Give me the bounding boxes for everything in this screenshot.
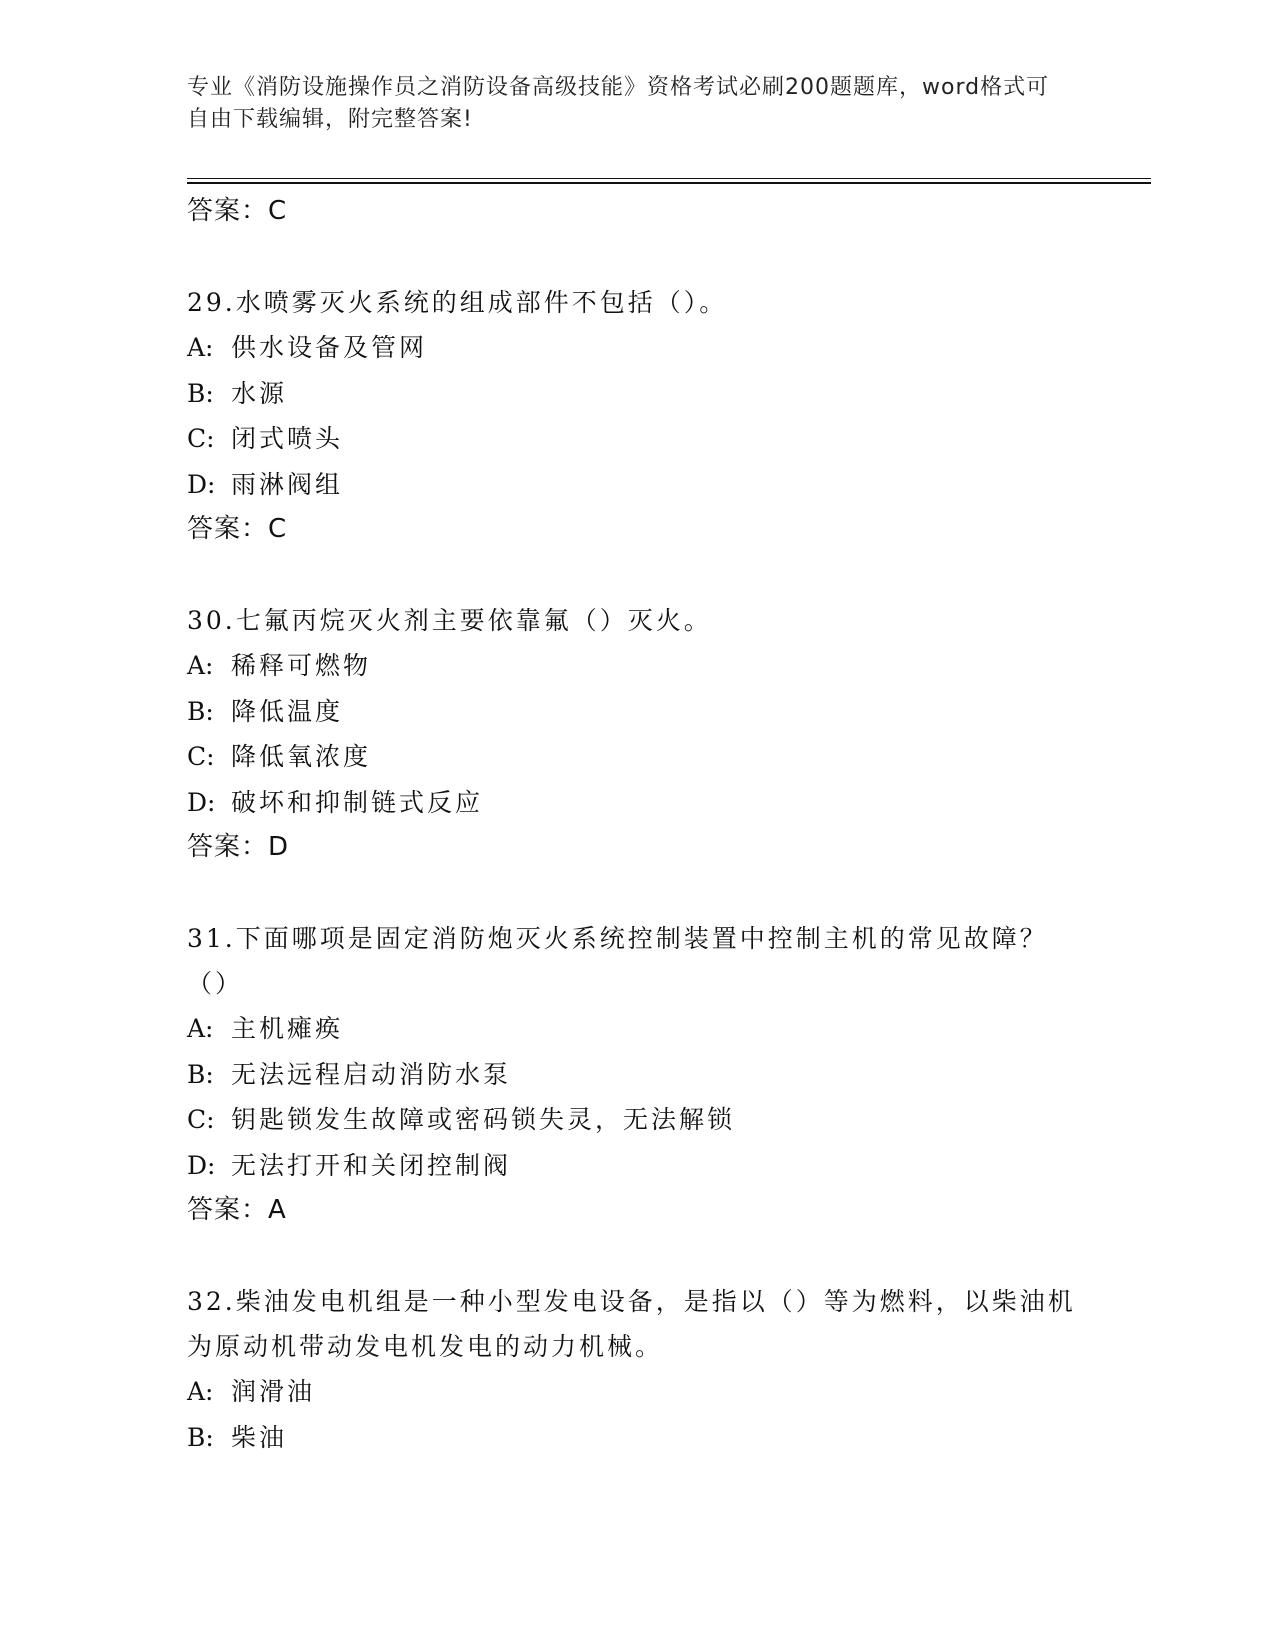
option-text: 供水设备及管网 <box>231 333 428 362</box>
question-stem: 32.柴油发电机组是一种小型发电设备，是指以（）等为燃料，以柴油机为原动机带动发电机发电的动力机械。 <box>187 1287 1076 1361</box>
option-c <box>187 734 1087 780</box>
option-letter: A: <box>187 333 214 362</box>
option-a <box>187 1369 1087 1415</box>
option-letter: C: <box>187 742 215 771</box>
option-letter: B: <box>187 1422 214 1452</box>
question-31 <box>187 916 1087 1233</box>
option-d <box>187 780 1087 826</box>
option-a <box>187 1006 1087 1052</box>
question-stem: 30.七氟丙烷灭火剂主要依靠氟（）灭火。 <box>187 606 712 635</box>
option-c <box>187 416 1087 462</box>
answer-label: 答案：D <box>187 832 290 862</box>
option-text: 钥匙锁发生故障或密码锁失灵，无法解锁 <box>231 1105 736 1134</box>
option-text: 降低氧浓度 <box>231 742 372 771</box>
option-d <box>187 462 1087 508</box>
question-list <box>187 189 1087 1460</box>
option-text: 无法打开和关闭控制阀 <box>231 1150 512 1180</box>
question-stem: 31.下面哪项是固定消防炮灭火系统控制装置中控制主机的常见故障？（） <box>187 924 1048 998</box>
option-letter: D: <box>187 787 216 817</box>
option-text: 主机瘫痪 <box>231 1014 344 1043</box>
option-text: 雨淋阀组 <box>231 469 344 499</box>
option-letter: C: <box>187 424 215 453</box>
question-32 <box>187 1279 1087 1460</box>
option-letter: B: <box>187 1059 214 1089</box>
option-b <box>187 371 1087 417</box>
header-rule-thin <box>187 178 1151 179</box>
option-letter: B: <box>187 696 214 726</box>
option-b <box>187 1415 1087 1461</box>
option-letter: C: <box>187 1105 215 1134</box>
option-text: 破坏和抑制链式反应 <box>231 787 484 817</box>
option-text: 降低温度 <box>231 696 344 726</box>
option-letter: A: <box>187 651 214 680</box>
previous-answer: 答案：C <box>187 196 288 226</box>
option-letter: D: <box>187 469 216 499</box>
option-letter: A: <box>187 1377 214 1406</box>
question-29 <box>187 280 1087 552</box>
answer-label: 答案：A <box>187 1195 287 1225</box>
question-stem: 29.水喷雾灭火系统的组成部件不包括（）。 <box>187 288 728 317</box>
option-text: 水源 <box>231 378 288 408</box>
option-letter: D: <box>187 1150 216 1180</box>
document-header: 专业《消防设施操作员之消防设备高级技能》资格考试必刷200题题库，word格式可自由下载编辑，附完整答案! <box>187 75 1050 132</box>
option-c <box>187 1097 1087 1143</box>
option-text: 润滑油 <box>231 1377 316 1406</box>
header-rule-thick <box>187 182 1151 184</box>
option-text: 柴油 <box>231 1422 288 1452</box>
option-b <box>187 689 1087 735</box>
option-b <box>187 1052 1087 1098</box>
option-a <box>187 325 1087 371</box>
option-text: 闭式喷头 <box>231 424 344 453</box>
option-text: 无法远程启动消防水泵 <box>231 1059 512 1089</box>
question-30 <box>187 598 1087 870</box>
option-a <box>187 643 1087 689</box>
answer-label: 答案：C <box>187 514 288 544</box>
option-letter: A: <box>187 1014 214 1043</box>
option-letter: B: <box>187 378 214 408</box>
option-d <box>187 1143 1087 1189</box>
option-text: 稀释可燃物 <box>231 651 372 680</box>
